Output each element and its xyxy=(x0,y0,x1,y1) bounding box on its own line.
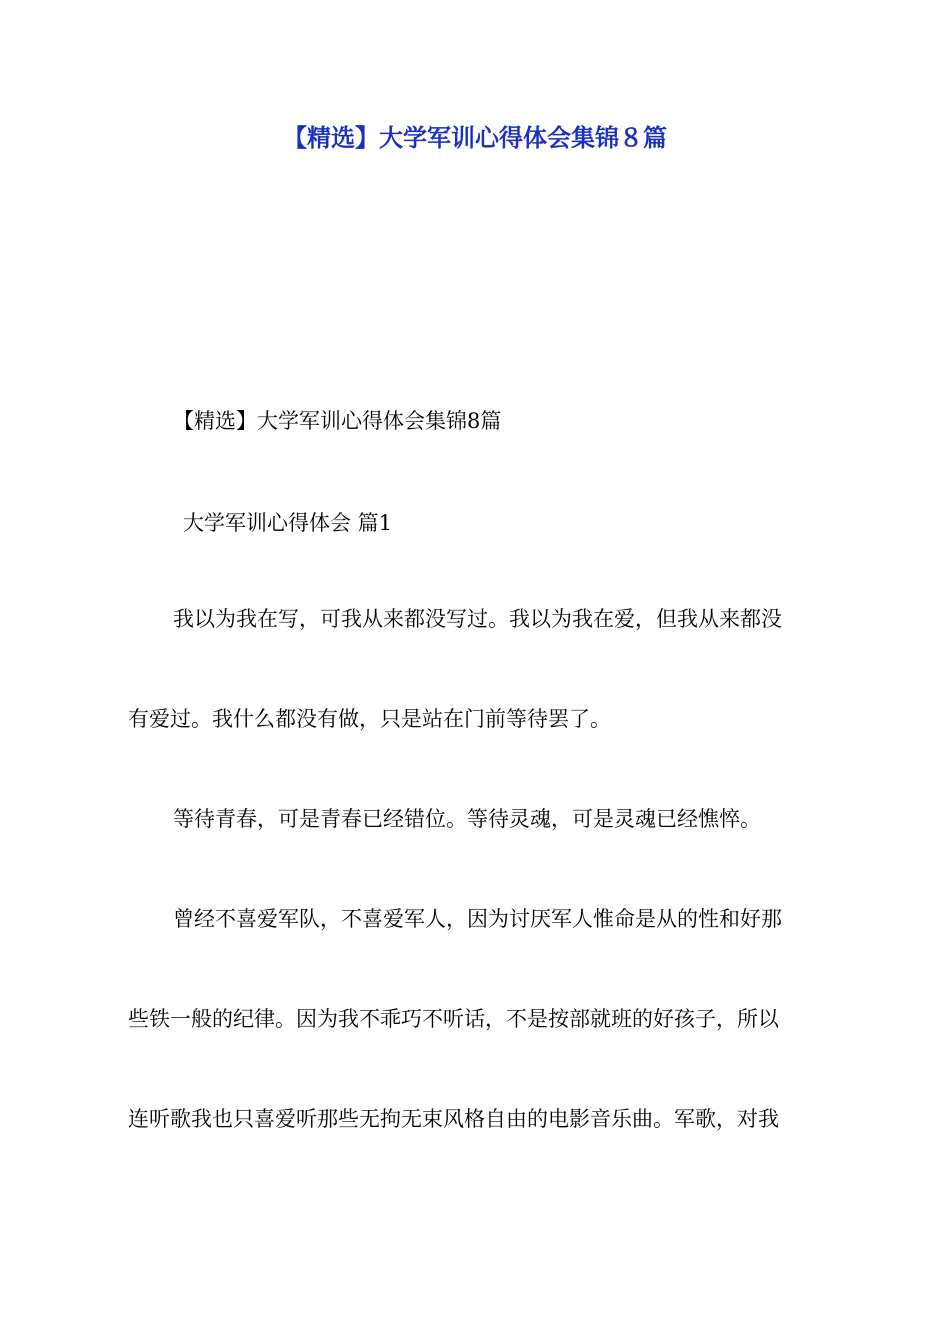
paragraph-line: 等待青春，可是青春已经错位。等待灵魂，可是灵魂已经憔悴。 xyxy=(173,807,761,831)
document-subtitle: 【精选】大学军训心得体会集锦8篇 xyxy=(173,409,502,433)
paragraph-line: 我以为我在写，可我从来都没写过。我以为我在爱，但我从来都没 xyxy=(173,607,782,631)
section-heading: 大学军训心得体会 篇1 xyxy=(183,511,393,535)
paragraph-line: 曾经不喜爱军队，不喜爱军人，因为讨厌军人惟命是从的性和好那 xyxy=(173,907,782,931)
paragraph-line: 连听歌我也只喜爱听那些无拘无束风格自由的电影音乐曲。军歌，对我 xyxy=(128,1107,779,1131)
paragraph-line: 有爱过。我什么都没有做，只是站在门前等待罢了。 xyxy=(128,707,611,731)
document-title: 【精选】大学军训心得体会集锦８篇 xyxy=(283,124,667,152)
paragraph-line: 些铁一般的纪律。因为我不乖巧不听话，不是按部就班的好孩子，所以 xyxy=(128,1007,779,1031)
